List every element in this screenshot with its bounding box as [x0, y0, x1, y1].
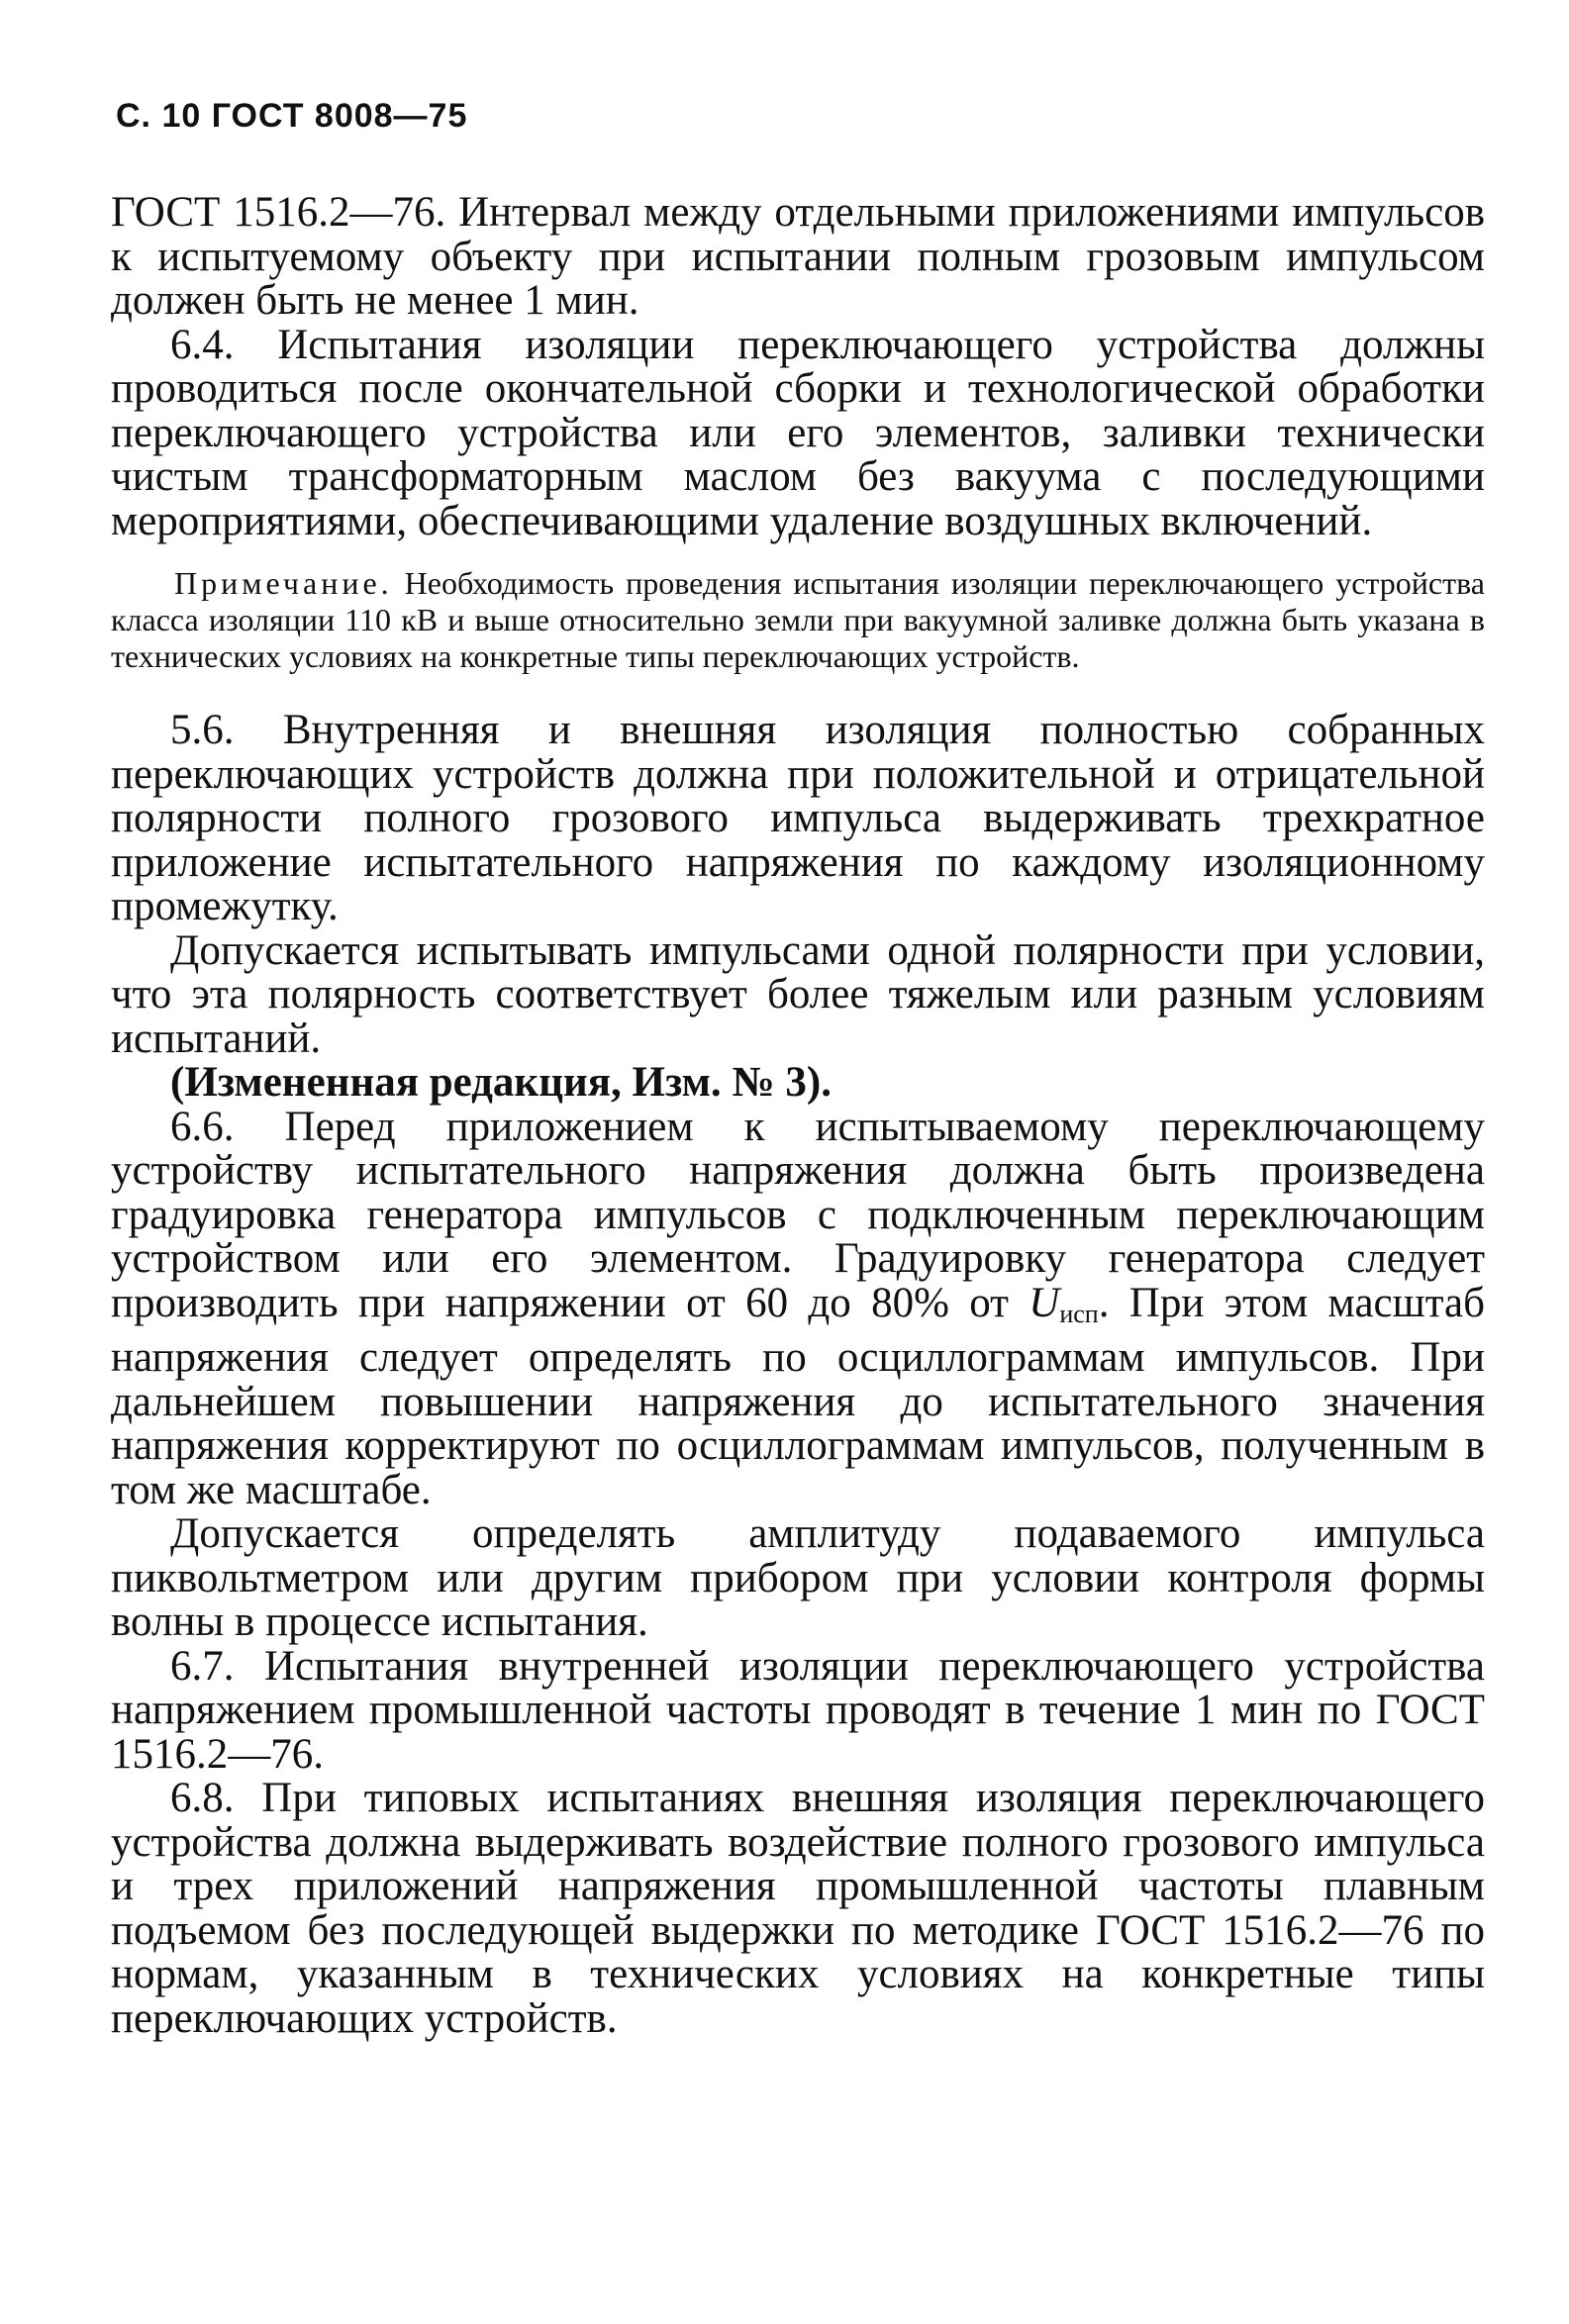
paragraph-6-6-text-start: 6.6. Перед приложением к испытываемому переключающему устройству испытательного напряжения должна быть произведена градуировка генератора импульсов с подключенным переключающим устройством или его элементом. Градуировку генератора следует производить при напряжении от 60 до 80% от — [111, 1103, 1485, 1326]
test-voltage-subscript: исп — [1059, 1299, 1099, 1328]
paragraph-6-6-allowance: Допускается определять амплитуду подаваемого импульса пиквольтметром или другим прибором при условии контроля формы волны в процессе испытания. — [111, 1510, 1485, 1645]
test-voltage-symbol: U — [1029, 1279, 1060, 1326]
paragraph-continuation: ГОСТ 1516.2—76. Интервал между отдельными приложениями импульсов к испытуемому объекту при испытании полным грозовым импульсом должен быть не менее 1 мин. — [111, 189, 1485, 324]
note-label: Примечание. — [174, 565, 393, 601]
paragraph-6-6 — [111, 1103, 1486, 1513]
paragraph-6-4: 6.4. Испытания изоляции переключающего устройства должны проводиться после окончательной сборки и технологической обработки переключающего устройства или его элементов, заливки технически чистым трансформаторным маслом без вакуума с последующими мероприятиями, обеспечивающими удаление воздушных включений. — [111, 321, 1485, 544]
paragraph-5-6-allowance: Допускается испытывать импульсами одной полярности при условии, что эта полярность соответствует более тяжелым или разным условиям испытаний. — [111, 926, 1485, 1062]
paragraph-6-7: 6.7. Испытания внутренней изоляции переключающего устройства напряжением промышленной частоты проводят в течение 1 мин по ГОСТ 1516.2—76. — [111, 1642, 1485, 1778]
paragraph-6-8: 6.8. При типовых испытаниях внешняя изоляция переключающего устройства должна выдерживать воздействие полного грозового импульса и трех приложений напряжения промышленной частоты плавным подъемом без последующей выдержки по методике ГОСТ 1516.2—76 по нормам, указанным в технических условиях на конкретные типы переключающих устройств. — [111, 1775, 1485, 2042]
amendment-note: (Измененная редакция, Изм. № 3). — [170, 1059, 832, 1106]
note-block — [111, 565, 1485, 675]
paragraph-5-6: 5.6. Внутренняя и внешняя изоляция полностью собранных переключающих устройств должна при положительной и отрицательной полярности полного грозового импульса выдерживать трехкратное приложение испытательного напряжения по каждому изоляционному промежутку. — [111, 707, 1485, 929]
note-text: Необходимость проведения испытания изоляции переключающего устройства класса изоляции 110 кВ и выше относительно земли при вакуумной заливке должна быть указана в технических условиях на конкретные типы переключающих устройств. — [111, 565, 1485, 674]
paragraph-6-6-text-end: . При этом масштаб напряжения следует определять по осциллограммам импульсов. При дальнейшем повышении напряжения до испытательного значения напряжения корректируют по осциллограммам импульсов, полученным в том же масштабе. — [111, 1279, 1486, 1513]
running-header: С. 10 ГОСТ 8008—75 — [116, 97, 468, 135]
document-body — [111, 191, 1485, 2041]
